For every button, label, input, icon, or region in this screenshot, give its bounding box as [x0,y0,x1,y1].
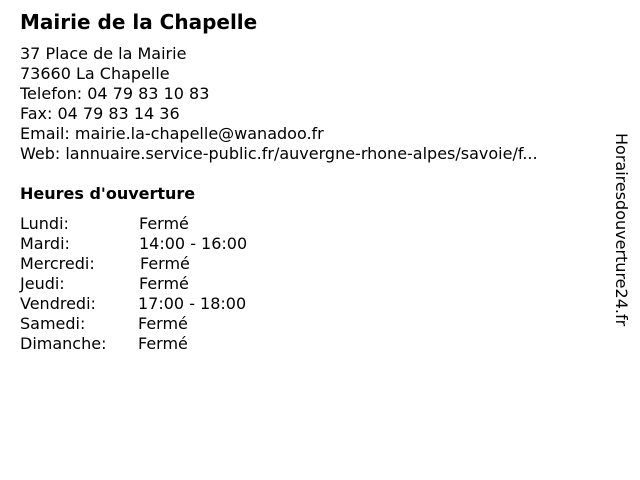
website-line [20,144,600,164]
hours-row-lundi [20,214,420,234]
opening-hours-heading: Heures d'ouverture [20,184,196,203]
day-hours: 17:00 - 18:00 [138,294,247,313]
address-city: 73660 La Chapelle [20,64,170,83]
day-label: Mardi: [20,234,70,253]
hours-row-jeudi [20,274,420,294]
day-hours: Fermé [140,254,190,273]
phone-number: Telefon: 04 79 83 10 83 [20,84,210,103]
day-label: Vendredi: [20,294,96,313]
website-label: Web: [20,144,66,163]
hours-row-mercredi [20,254,420,274]
email-address: Email: mairie.la-chapelle@wanadoo.fr [20,124,324,143]
day-label: Jeudi: [20,274,65,293]
hours-row-mardi [20,234,420,254]
day-label: Mercredi: [20,254,95,273]
day-label: Lundi: [20,214,69,233]
site-brand-watermark: Horairesdouverture24.fr [612,133,631,327]
hours-row-samedi [20,314,420,334]
day-label: Dimanche: [20,334,107,353]
day-hours: Fermé [138,334,188,353]
day-hours: Fermé [138,314,188,333]
hours-row-dimanche [20,334,420,354]
day-hours: 14:00 - 16:00 [139,234,248,253]
day-label: Samedi: [20,314,86,333]
opening-hours-table [20,214,420,354]
address-street: 37 Place de la Mairie [20,44,187,63]
page-title: Mairie de la Chapelle [20,10,258,34]
website-link[interactable]: lannuaire.service-public.fr/auvergne-rhone-alpes/savoie/f... [65,144,538,163]
fax-number: Fax: 04 79 83 14 36 [20,104,180,123]
day-hours: Fermé [139,274,189,293]
hours-row-vendredi [20,294,420,314]
address-block [20,44,600,164]
day-hours: Fermé [139,214,189,233]
